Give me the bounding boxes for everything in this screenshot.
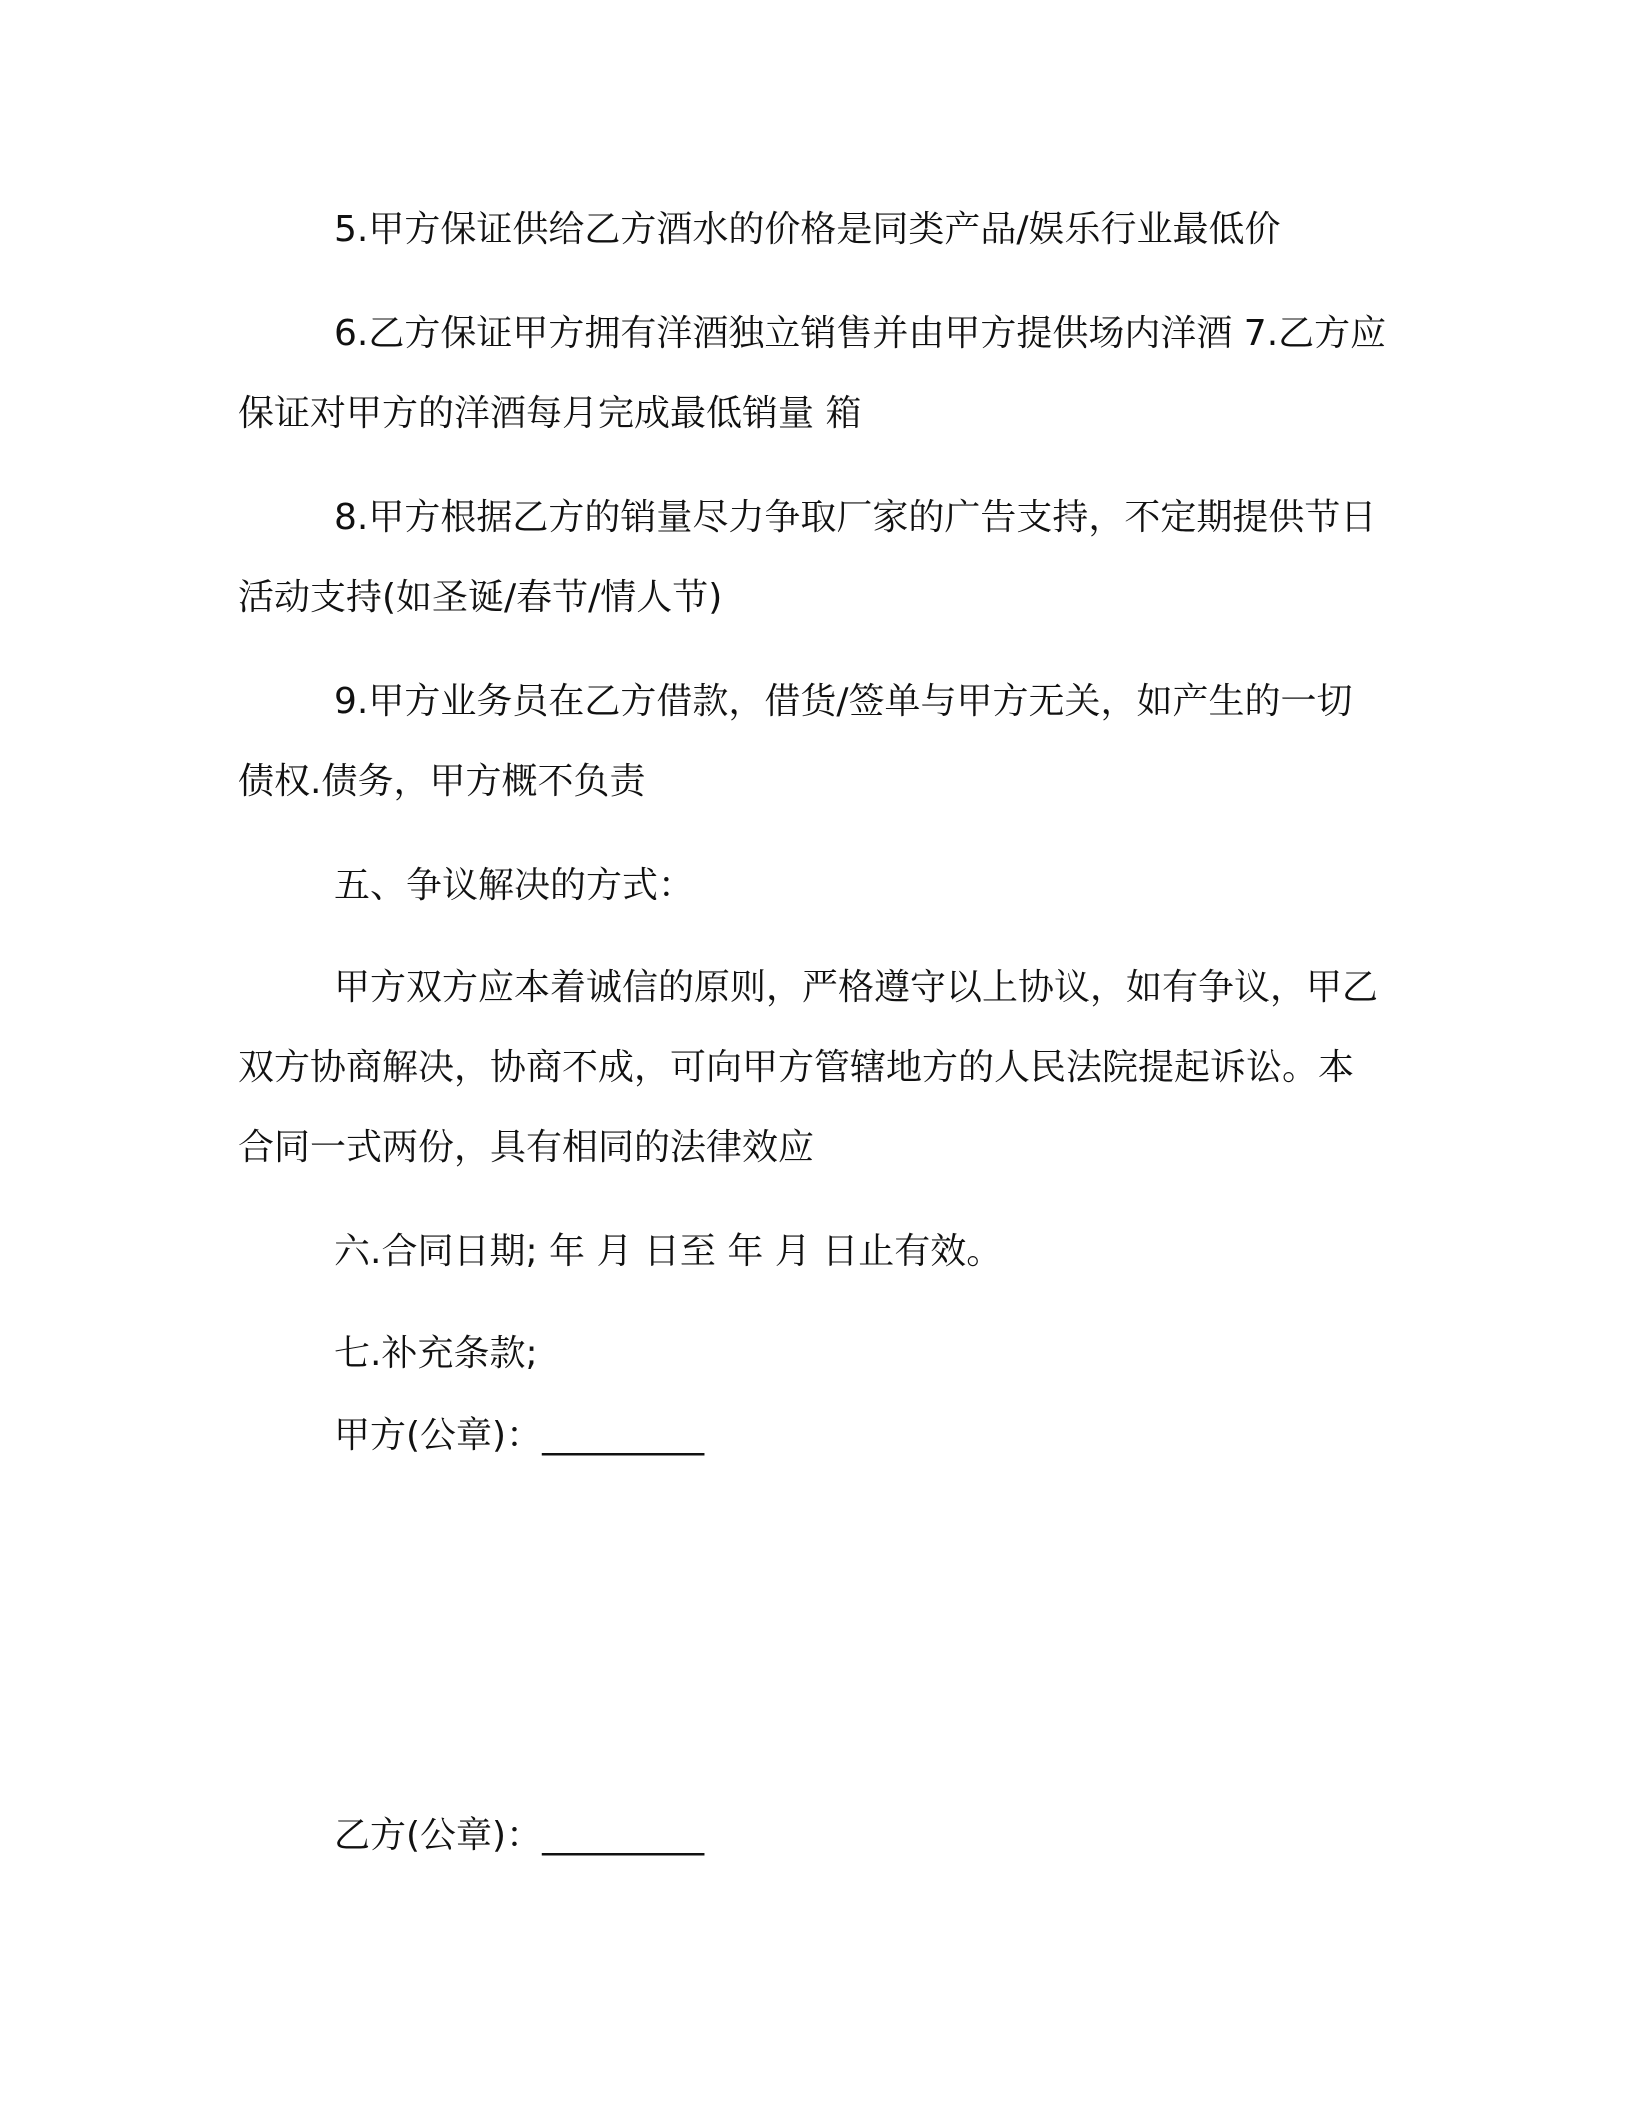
contract-date-clause: 六.合同日期; 年 月 日至 年 月 日止有效。 — [334, 1231, 1003, 1272]
section-heading-dispute: 五、争议解决的方式： — [334, 865, 695, 906]
clause-6-7: 6.乙方保证甲方拥有洋酒独立销售并由甲方提供场内洋酒 7.乙方应保证对甲方的洋酒每月完成最低销量 箱 — [238, 313, 1387, 434]
party-a-signature-line: 甲方(公章)：_________ — [334, 1415, 705, 1456]
clause-8: 8.甲方根据乙方的销量尽力争取厂家的广告支持，不定期提供节日活动支持(如圣诞/春节/情人节) — [238, 497, 1377, 618]
dispute-resolution-text: 甲方双方应本着诚信的原则，严格遵守以上协议，如有争议，甲乙双方协商解决，协商不成，可向甲方管辖地方的人民法院提起诉讼。本合同一式两份，具有相同的法律效应 — [238, 967, 1379, 1168]
clause-5: 5.甲方保证供给乙方酒水的价格是同类产品/娱乐行业最低价 — [334, 209, 1281, 250]
supplementary-terms-clause: 七.补充条款; — [334, 1333, 538, 1374]
document-body — [238, 190, 1388, 1394]
clause-9: 9.甲方业务员在乙方借款，借货/签单与甲方无关，如产生的一切债权.债务，甲方概不负责 — [238, 681, 1353, 802]
party-b-signature-line: 乙方(公章)：_________ — [334, 1815, 705, 1856]
